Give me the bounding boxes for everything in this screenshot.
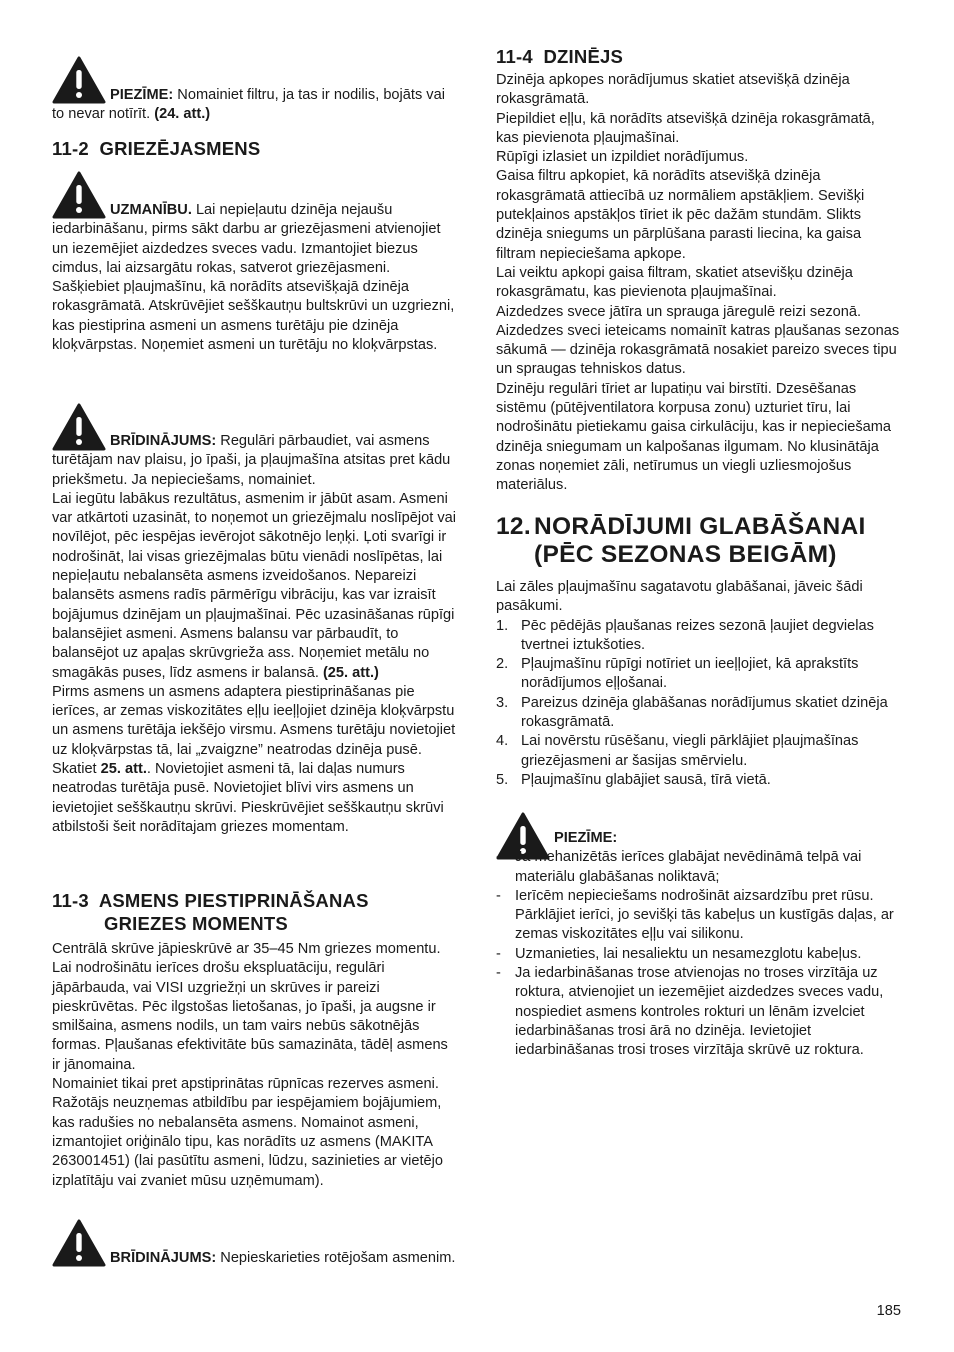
section-heading-11-4: 11-4 DZINĒJS [496, 46, 624, 67]
storage-steps [496, 617, 900, 791]
note-storage [496, 829, 900, 1061]
list-item: 3. Pareizus dzinēja glabāšanas norādījumus skatiet dzinēja rokasgrāmatā. [496, 694, 888, 731]
list-item: - Ja mehanizētās ierīces glabājat nevēdināmā telpā vai materiālu glabāšanas noliktavā; [496, 849, 862, 885]
engine-text: Dzinēja apkopes norādījumus skatiet atsevišķā dzinēja rokasgrāmatā. Piepildiet eļļu, kā norādīts atsevišķā dzinēja rokasgrāmatā, kas pievienota pļaujmašīnai. Rūpīgi izlasiet un izpildiet norādījumus. Gaisa filtru apkopiet, kā norādīts atsevišķā dzinēja rokasgrāmatā attiecībā uz normāliem apstākļiem. Sevišķi putekļainos apstākļos tīriet ik pēc dažām stundām. Slikts dzinēja sniegums un pārplūšana parasti liecina, ka gaisa filtram nepieciešama apkope. Lai veiktu apkopi gaisa filtram, skatiet atsevišķu dzinēja rokasgrāmatu, kas pievienota pļaujmašīnai. Aizdedzes svece jātīra un sprauga jāregulē reizi sezonā. Aizdedzes sveci ieteicams nomainīt katras pļaušanas sezonas sākumā — dzinēja rokasgrāmatā nosakiet pareizo sveces tipu un spraugas tehniskos datus. Dzinēju regulāri tīriet ar lupatiņu vai birstīti. Dzesēšanas sistēmu (pūtējventilatora korpusa zonu) uzturiet tīru, lai nodrošinātu pietiekamu gaisa cirkulāciju, kas ir nepieciešama dzinēja sniegumam un kalpošanas ilgumam. No klusinātāja zonas noņemiet zāli, netīrumus un viegli uzliesmojošus materiālus. [496, 72, 900, 494]
section-heading-11-3: 11-3 ASMENS PIESTIPRINĀŠANAS GRIEZES MOMENTS [52, 890, 369, 934]
list-item: 1. Pēc pēdējās pļaušanas reizes sezonā ļaujiet degvielas tvertnei iztukšoties. [496, 617, 874, 653]
section-heading-12: 12. NORĀDĪJUMI GLABĀŠANAI (PĒC SEZONAS BEIGĀM) [496, 513, 866, 568]
list-item: 2. Pļaujmašīnu rūpīgi notīriet un ieeļļojiet, kā aprakstīts norādījumos eļļošanai. [496, 656, 859, 692]
list-item: - Ierīcēm nepieciešams nodrošināt aizsardzību pret rūsu. Pārklājiet ierīci, jo sevišķi tās kabeļus un kustīgās daļas, ar zemas viskozitātes eļļu vai silikonu. [496, 887, 894, 943]
section-heading-11-2: 11-2 GRIEZĒJASMENS [52, 138, 261, 159]
list-item: - Uzmanieties, lai nesaliektu un nesamezglotu kabeļus. [496, 945, 862, 962]
warning-block-blade: BRĪDINĀJUMS: Regulāri pārbaudiet, vai asmens turētājam nav plaisu, jo īpaši, ja pļaujmašīna atsitas pret kādu priekšmetu. Ja nepieciešams, nomainiet. Lai iegūtu labākus rezultātus, asmenim ir jābūt asam. Asmeni var atkārtoti uzasināt, to noņemot un griezējmalu noslīpējot vai novīlējot, pēc iespējas ievērojot sākotnējo leņķi. Ļoti svarīgi ir nodrošināt, lai visas griezējmalas būtu vienādi noslīpētas, lai nepieļautu nebalansēta asmens izveidošanos. Nepareizi balansēts asmens radīs pārmērīgu vibrāciju, kas var izraisīt bojājumus dzinējam un pļaujmašīnai. Pēc uzasināšanas rūpīgi balansējiet asmeni. Asmens balansu var pārbaudīt, to balansējot uz apaļas skrūvgrieža ass. Noņemiet metālu no smagākās puses, līdz asmens ir balansā. (25. att.) Pirms asmens un asmens adaptera piestiprināšanas pie ierīces, ar zemas viskozitātes eļļu ieeļļojiet dzinēja kloķvārpstu un asmens turētāja iekšējo virsmu. Asmens turētāju novietojiet uz kloķvārpstas tā, lai „zvaigzne” neatrodas dzinēja pusē. Skatiet 25. att.. Novietojiet asmeni tā, lai daļas numurs neatrodas turētāja pusē. Novietojiet blīvi virs asmens un ievietojiet sešškautņu skrūvi. Pieskrūvējiet sešškautņu skrūvi atbilstoši šeit norādītajam griezes momentam. [52, 433, 456, 835]
storage-text: Lai zāles pļaujmašīnu sagatavotu glabāšanai, jāveic šādi pasākumi. 1. Pēc pēdējās pļaušanas reizes sezonā ļaujiet degvielas tvertnei iztukšoties. 2. Pļaujmašīnu rūpīgi notīriet un ieeļļojiet, kā aprakstīts norādījumos eļļošanai. 3. Pareizus dzinēja glabāšanas norādījumus skatiet dzinēja rokasgrāmatā. 4. Lai novērstu rūsēšanu, viegli pārklājiet pļaujmašīnas griezējasmeni ar šasijas smērvielu. 5. Pļaujmašīnu glabājiet sausā, tīrā vietā. [496, 578, 900, 790]
list-item: - Ja iedarbināšanas trose atvienojas no troses virzītāja uz roktura, atvienojiet un iezemējiet aizdedzes sveces vadu, nospiediet asmens kontroles rokturi un lēnām izvelciet iedarbināšanas trosi ārā no dzinēja. Ievietojiet iedarbināšanas trosi troses virzītāja skrūvē uz roktura. [496, 965, 884, 1059]
list-item: 4. Lai novērstu rūsēšanu, viegli pārklājiet pļaujmašīnas griezējasmeni ar šasijas smērvielu. [496, 733, 859, 769]
list-item: 5. Pļaujmašīnu glabājiet sausā, tīrā vietā. [496, 771, 771, 788]
caution-block: UZMANĪBU. Lai nepieļautu dzinēja nejaušu iedarbināšanu, pirms sākt darbu ar griezējasmeni atvienojiet un iezemējiet aizdedzes sveces vadu. Izmantojiet biezus cimdus, lai aizsargātu rokas, satverot griezējasmeni. Sašķiebiet pļaujmašīnu, kā norādīts atsevišķajā dzinēja rokasgrāmatā. Atskrūvējiet sešškautņu bultskrūvi un uzgriezni, kas piestiprina asmeni un asmens turētāju pie dzinēja kloķvārpstas. Noņemiet asmeni un turētāju no kloķvārpstas. [52, 202, 455, 354]
warning-block-rotating: BRĪDINĀJUMS: Nepieskarieties rotējošam asmenim. [110, 1250, 456, 1266]
note-label: PIEZĪME: [110, 87, 174, 103]
page-number: 185 [876, 1303, 901, 1319]
note-filter: PIEZĪME: Nomainiet filtru, ja tas ir nodilis, bojāts vai to nevar notīrīt. (24. att.) [52, 87, 445, 123]
note-label: PIEZĪME: [554, 830, 618, 846]
note-list [496, 848, 900, 1060]
torque-text: Centrālā skrūve jāpieskrūvē ar 35–45 Nm griezes momentu. Lai nodrošinātu ierīces drošu ekspluatāciju, regulāri jāpārbauda, vai VISI uzgriežņi un skrūves ir pareizi pieskrūvētas. Pēc ilgstošas lietošanas, jo īpaši, ja augsne ir smilšaina, asmens nodils, un tam vairs nebūs sākotnējās formas. Pļaušanas efektivitāte būs samazināta, tādēļ asmens ir jānomaina. Nomainiet tikai pret apstiprinātas rūpnīcas rezerves asmeni. Ražotājs neuzņemas atbildību par iespējamiem bojājumiem, kas radušies no nebalansēta asmens. Nomainot asmeni, izmantojiet oriģinālo tipu, kas norādīts uz asmens (MAKITA 263001451) (lai pasūtītu asmeni, lūdzu, sazinieties ar vietējo izplatītāju vai zvaniet mūsu uzņēmumam). [52, 941, 448, 1189]
caution-label: UZMANĪBU. [110, 202, 192, 218]
warning-label: BRĪDINĀJUMS: [110, 1250, 217, 1266]
warning-label: BRĪDINĀJUMS: [110, 433, 217, 449]
